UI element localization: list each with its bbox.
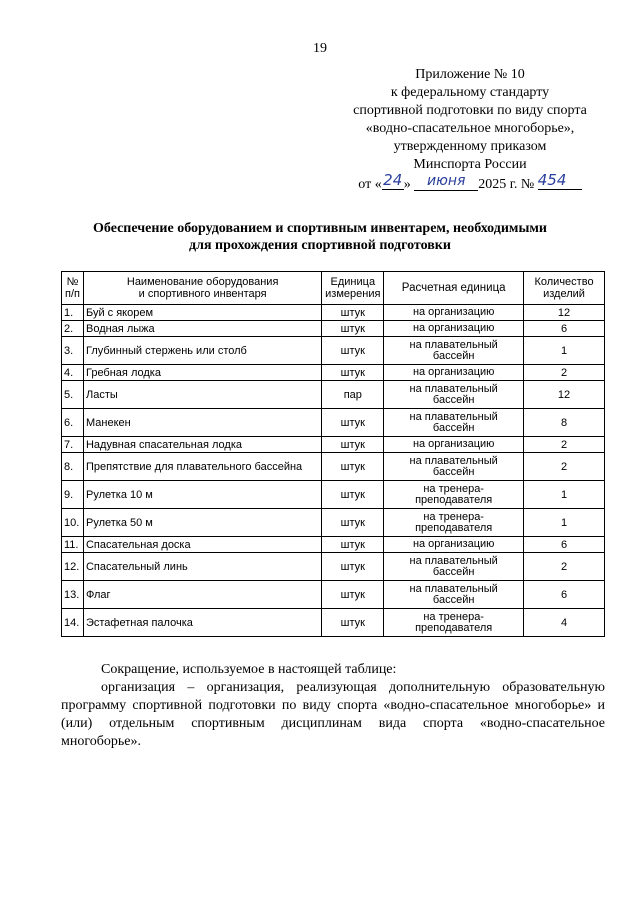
order-date-line bbox=[330, 171, 610, 194]
row-number: 3. bbox=[62, 337, 84, 365]
calculation-unit-line-1: на плавательный bbox=[409, 454, 498, 467]
calculation-unit bbox=[384, 409, 524, 437]
equipment-name: Глубинный стержень или столб bbox=[83, 337, 321, 365]
appendix-line-4: «водно-спасательное многоборье», bbox=[365, 121, 575, 136]
item-quantity: 6 bbox=[524, 581, 605, 609]
equipment-name: Буй с якорем bbox=[83, 305, 321, 321]
row-number: 4. bbox=[62, 365, 84, 381]
header-name: Наименование оборудования и спортивного инвентаря bbox=[83, 272, 321, 305]
calculation-unit-line-1: на плавательный bbox=[409, 338, 498, 351]
calculation-unit-line-1: на тренера- bbox=[423, 482, 484, 495]
table-row bbox=[62, 481, 605, 509]
table-row bbox=[62, 337, 605, 365]
row-number: 8. bbox=[62, 453, 84, 481]
header-num: № п/п bbox=[62, 272, 84, 305]
row-number: 2. bbox=[62, 321, 84, 337]
table-row bbox=[62, 321, 605, 337]
footnote bbox=[61, 661, 605, 751]
calculation-unit-line-2: бассейн bbox=[432, 349, 475, 362]
calculation-unit bbox=[384, 381, 524, 409]
row-number: 9. bbox=[62, 481, 84, 509]
item-quantity: 8 bbox=[524, 409, 605, 437]
calculation-unit bbox=[384, 437, 524, 453]
item-quantity: 2 bbox=[524, 437, 605, 453]
row-number: 1. bbox=[62, 305, 84, 321]
calculation-unit bbox=[384, 365, 524, 381]
calculation-unit-line-2: бассейн bbox=[432, 465, 475, 478]
header-calc-unit: Расчетная единица bbox=[384, 272, 524, 305]
calculation-unit bbox=[384, 581, 524, 609]
item-quantity: 12 bbox=[524, 305, 605, 321]
appendix-line-3: спортивной подготовки по виду спорта bbox=[353, 103, 587, 118]
item-quantity: 1 bbox=[524, 337, 605, 365]
appendix-line-5: утвержденному приказом bbox=[393, 139, 547, 154]
item-quantity: 12 bbox=[524, 381, 605, 409]
row-number: 7. bbox=[62, 437, 84, 453]
unit-of-measure: штук bbox=[322, 581, 384, 609]
equipment-name: Флаг bbox=[83, 581, 321, 609]
handwritten-order-number: 454 bbox=[538, 171, 582, 190]
unit-of-measure: штук bbox=[322, 609, 384, 637]
table-row bbox=[62, 437, 605, 453]
table-row bbox=[62, 509, 605, 537]
equipment-name: Спасательная доска bbox=[83, 537, 321, 553]
document-title bbox=[40, 220, 600, 254]
equipment-name: Эстафетная палочка bbox=[83, 609, 321, 637]
calculation-unit bbox=[384, 305, 524, 321]
item-quantity: 6 bbox=[524, 537, 605, 553]
table-row bbox=[62, 365, 605, 381]
calculation-unit-line-1: на организацию bbox=[412, 366, 495, 378]
table-row bbox=[62, 453, 605, 481]
calculation-unit-line-2: бассейн bbox=[432, 593, 475, 606]
calculation-unit-line-1: на тренера- bbox=[423, 610, 484, 623]
item-quantity: 1 bbox=[524, 481, 605, 509]
calculation-unit-line-2: преподавателя bbox=[415, 493, 493, 506]
handwritten-month: июня bbox=[414, 172, 478, 191]
title-line-1: Обеспечение оборудованием и спортивным инвентарем, необходимыми bbox=[93, 221, 547, 236]
equipment-name: Надувная спасательная лодка bbox=[83, 437, 321, 453]
table-row bbox=[62, 553, 605, 581]
date-year: 2025 г. № bbox=[478, 177, 535, 192]
equipment-name: Водная лыжа bbox=[83, 321, 321, 337]
appendix-line-1: Приложение № 10 bbox=[415, 67, 525, 82]
calculation-unit-line-2: бассейн bbox=[432, 421, 475, 434]
unit-of-measure: штук bbox=[322, 337, 384, 365]
handwritten-day: 24 bbox=[383, 171, 403, 189]
calculation-unit-line-2: бассейн bbox=[432, 565, 475, 578]
title-line-2: для прохождения спортивной подготовки bbox=[189, 238, 451, 253]
unit-of-measure: штук bbox=[322, 481, 384, 509]
header-qty: Количество изделий bbox=[524, 272, 605, 305]
calculation-unit-line-1: на организацию bbox=[412, 306, 495, 318]
unit-of-measure: пар bbox=[322, 381, 384, 409]
item-quantity: 6 bbox=[524, 321, 605, 337]
calculation-unit bbox=[384, 553, 524, 581]
equipment-name: Гребная лодка bbox=[83, 365, 321, 381]
header-unit: Единица измерения bbox=[322, 272, 384, 305]
equipment-name: Манекен bbox=[83, 409, 321, 437]
appendix-line-2: к федеральному стандарту bbox=[390, 85, 550, 100]
calculation-unit-line-1: на тренера- bbox=[423, 510, 484, 523]
calculation-unit bbox=[384, 337, 524, 365]
item-quantity: 2 bbox=[524, 453, 605, 481]
calculation-unit-line-1: на плавательный bbox=[409, 554, 498, 567]
equipment-name: Ласты bbox=[83, 381, 321, 409]
calculation-unit-line-2: преподавателя bbox=[415, 521, 493, 534]
table-header-row bbox=[62, 272, 605, 305]
equipment-table bbox=[61, 271, 605, 637]
row-number: 11. bbox=[62, 537, 84, 553]
item-quantity: 1 bbox=[524, 509, 605, 537]
row-number: 5. bbox=[62, 381, 84, 409]
unit-of-measure: штук bbox=[322, 365, 384, 381]
page-number: 19 bbox=[313, 41, 327, 56]
row-number: 14. bbox=[62, 609, 84, 637]
unit-of-measure: штук bbox=[322, 409, 384, 437]
calculation-unit-line-2: преподавателя bbox=[415, 621, 493, 634]
table-row bbox=[62, 381, 605, 409]
unit-of-measure: штук bbox=[322, 321, 384, 337]
calculation-unit bbox=[384, 321, 524, 337]
appendix-line-6: Минспорта России bbox=[413, 157, 527, 172]
table-row bbox=[62, 305, 605, 321]
row-number: 6. bbox=[62, 409, 84, 437]
row-number: 13. bbox=[62, 581, 84, 609]
equipment-name: Рулетка 10 м bbox=[83, 481, 321, 509]
calculation-unit-line-1: на организацию bbox=[412, 438, 495, 450]
footnote-intro: Сокращение, используемое в настоящей таблице: bbox=[101, 662, 397, 677]
calculation-unit-line-2: бассейн bbox=[432, 393, 475, 406]
calculation-unit bbox=[384, 609, 524, 637]
unit-of-measure: штук bbox=[322, 437, 384, 453]
unit-of-measure: штук bbox=[322, 553, 384, 581]
table-row bbox=[62, 537, 605, 553]
date-prefix: от « bbox=[358, 177, 382, 192]
table-body bbox=[62, 305, 605, 637]
calculation-unit-line-1: на плавательный bbox=[409, 382, 498, 395]
table-row bbox=[62, 581, 605, 609]
calculation-unit bbox=[384, 537, 524, 553]
appendix-header bbox=[330, 66, 610, 194]
equipment-name: Рулетка 50 м bbox=[83, 509, 321, 537]
table-row bbox=[62, 609, 605, 637]
calculation-unit-line-1: на плавательный bbox=[409, 410, 498, 423]
item-quantity: 2 bbox=[524, 365, 605, 381]
row-number: 12. bbox=[62, 553, 84, 581]
calculation-unit bbox=[384, 509, 524, 537]
calculation-unit bbox=[384, 453, 524, 481]
calculation-unit-line-1: на организацию bbox=[412, 322, 495, 334]
unit-of-measure: штук bbox=[322, 305, 384, 321]
date-mid: » bbox=[403, 177, 411, 192]
equipment-name: Препятствие для плавательного бассейна bbox=[83, 453, 321, 481]
unit-of-measure: штук bbox=[322, 453, 384, 481]
calculation-unit-line-1: на организацию bbox=[412, 538, 495, 550]
row-number: 10. bbox=[62, 509, 84, 537]
item-quantity: 2 bbox=[524, 553, 605, 581]
unit-of-measure: штук bbox=[322, 509, 384, 537]
calculation-unit bbox=[384, 481, 524, 509]
unit-of-measure: штук bbox=[322, 537, 384, 553]
item-quantity: 4 bbox=[524, 609, 605, 637]
footnote-definition: организация – организация, реализующая дополнительную образовательную программу спортивной подготовки по виду спорта «водно-спасательное многоборье» и (или) отдельным спортивным дисциплинам вида спорта «водно-спасательное многоборье». bbox=[61, 680, 605, 749]
table-row bbox=[62, 409, 605, 437]
equipment-name: Спасательный линь bbox=[83, 553, 321, 581]
calculation-unit-line-1: на плавательный bbox=[409, 582, 498, 595]
